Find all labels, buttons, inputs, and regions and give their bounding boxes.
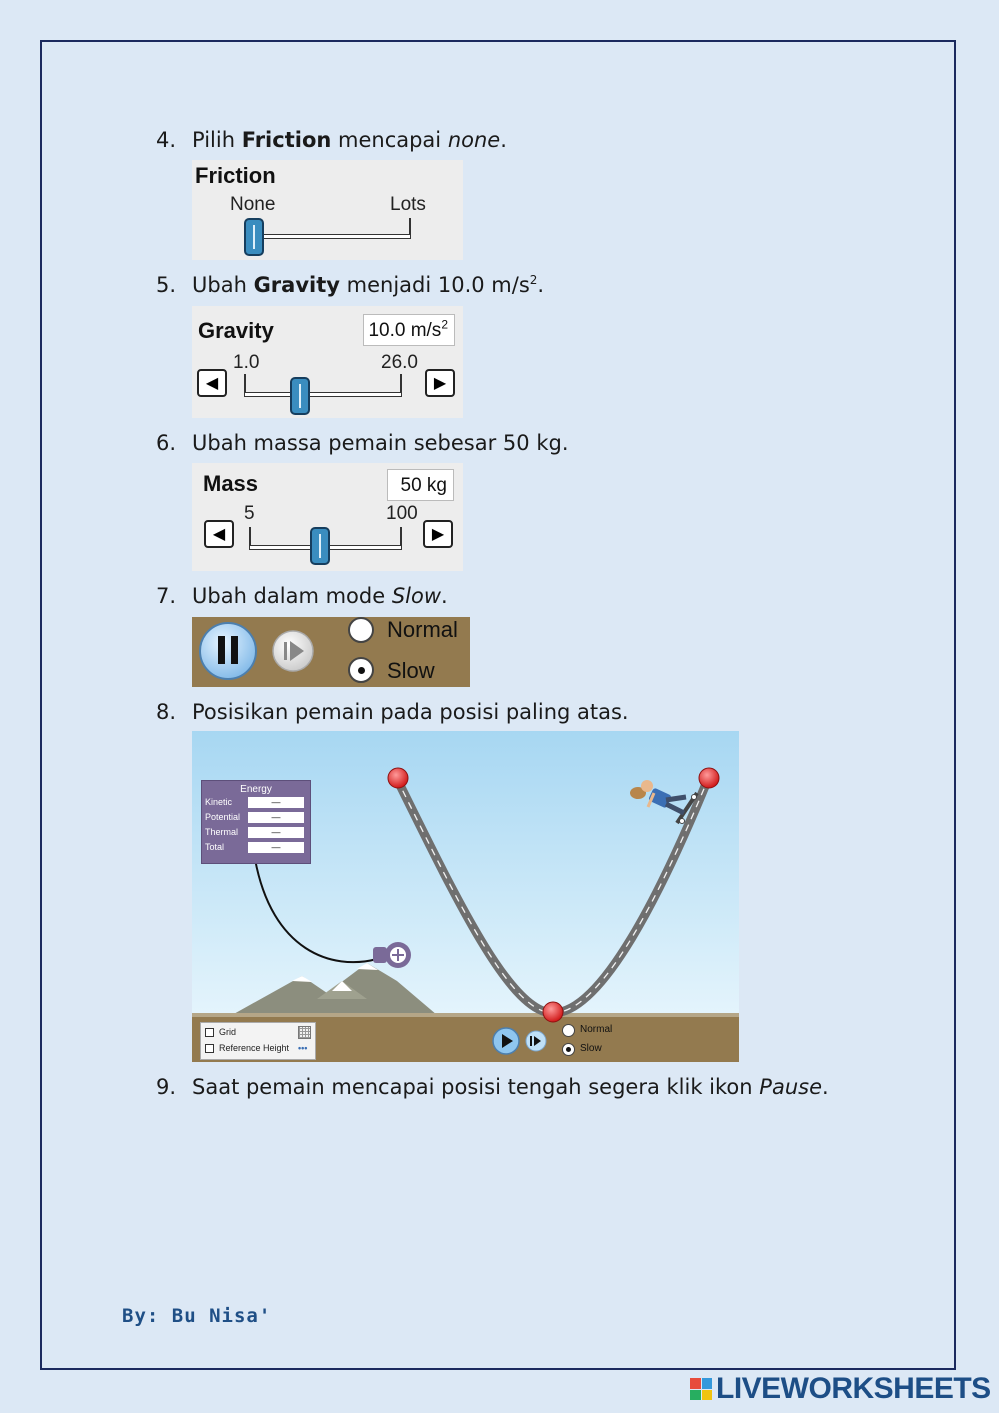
energy-row-label: Potential [205,812,241,822]
speed-controls [192,617,470,687]
step-8: 8. Posisikan pemain pada posisi paling atas. [156,700,629,724]
gravity-title: Gravity [198,318,274,343]
step-5: 5. Ubah Gravity menjadi 10.0 $m/s^2$. [156,273,545,297]
pause-button[interactable] [200,623,256,679]
speed-normal-label: Normal [387,617,458,642]
gravity-panel [192,306,463,418]
step-7: 7. Ubah dalam mode Slow. [156,584,448,608]
energy-row-label: Thermal [205,827,239,837]
mass-min-label: 5 [244,503,255,524]
friction-slider-thumb[interactable] [244,218,264,256]
friction-title: Friction [195,163,276,188]
skate-park-simulation [192,731,739,1062]
step-9: 9. Saat pemain mencapai posisi tengah segera klik ikon Pause. [156,1075,829,1099]
gravity-track[interactable] [244,392,402,397]
sim-play-button[interactable] [493,1028,519,1054]
sim-normal-radio[interactable] [562,1024,575,1037]
step-4: 4. Pilih Friction mencapai none. [156,128,507,152]
sim-step-button[interactable] [526,1031,546,1051]
step-icon [284,642,287,660]
gravity-min-label: 1.0 [233,352,260,373]
reference-height-icon: ••• [298,1043,308,1053]
energy-row-value: — [248,797,304,808]
track-control-point-right[interactable] [699,768,719,788]
track-control-point-bottom[interactable] [543,1002,563,1022]
sky [192,731,739,1015]
sim-playback-buttons [488,1023,548,1059]
energy-row [205,797,307,810]
step-6: 6. Ubah massa pemain sebesar 50 kg. [156,431,569,455]
mass-max-label: 100 [386,503,418,524]
energy-row [205,842,307,855]
liveworksheets-logo [690,1372,991,1406]
energy-row-label: Total [205,842,225,852]
step-icon [530,1036,532,1046]
reference-height-checkbox[interactable] [205,1044,214,1053]
speed-slow-radio[interactable] [348,657,374,683]
gravity-slider-thumb[interactable] [290,377,310,415]
mass-title: Mass [203,471,259,496]
gravity-max-label: 26.0 [381,352,418,373]
sim-slow-radio[interactable] [562,1043,575,1056]
sim-normal-label: Normal [580,1024,613,1035]
grid-label: Grid [219,1027,237,1037]
energy-row-value: — [248,812,304,823]
speed-slow-label: Slow [387,658,435,683]
author-credit: By: Bu Nisa' [122,1305,272,1327]
pause-icon [218,636,225,664]
step-button[interactable] [273,631,313,671]
energy-row-value: — [248,842,304,853]
grid-checkbox[interactable] [205,1028,214,1037]
mass-panel [192,463,463,571]
friction-min-label: None [230,194,276,215]
sim-slow-label: Slow [580,1043,602,1054]
friction-track[interactable] [254,234,411,239]
view-options-panel [200,1022,316,1060]
friction-max-label: Lots [390,194,426,215]
track-control-point-left[interactable] [388,768,408,788]
energy-panel [201,780,311,864]
brand-name: LIVEWORKSHEETS [716,1372,991,1405]
gravity-increase-button[interactable]: ▶ [425,369,455,397]
energy-row [205,827,307,840]
energy-row-label: Kinetic [205,797,233,807]
grid-icon [298,1026,311,1039]
gravity-value: 10.0 $m/s^2$ [363,314,455,346]
gravity-decrease-button[interactable]: ◀ [197,369,227,397]
energy-row [205,812,307,825]
mass-decrease-button[interactable]: ◀ [204,520,234,548]
energy-row-value: — [248,827,304,838]
mass-value: 50 kg [387,469,454,501]
friction-panel [192,160,463,260]
liveworksheets-logo-icon [690,1378,712,1400]
reference-height-label: Reference Height [219,1043,290,1053]
mass-slider-thumb[interactable] [310,527,330,565]
energy-title: Energy [240,784,272,795]
speed-normal-radio[interactable] [348,617,374,643]
mass-increase-button[interactable]: ▶ [423,520,453,548]
